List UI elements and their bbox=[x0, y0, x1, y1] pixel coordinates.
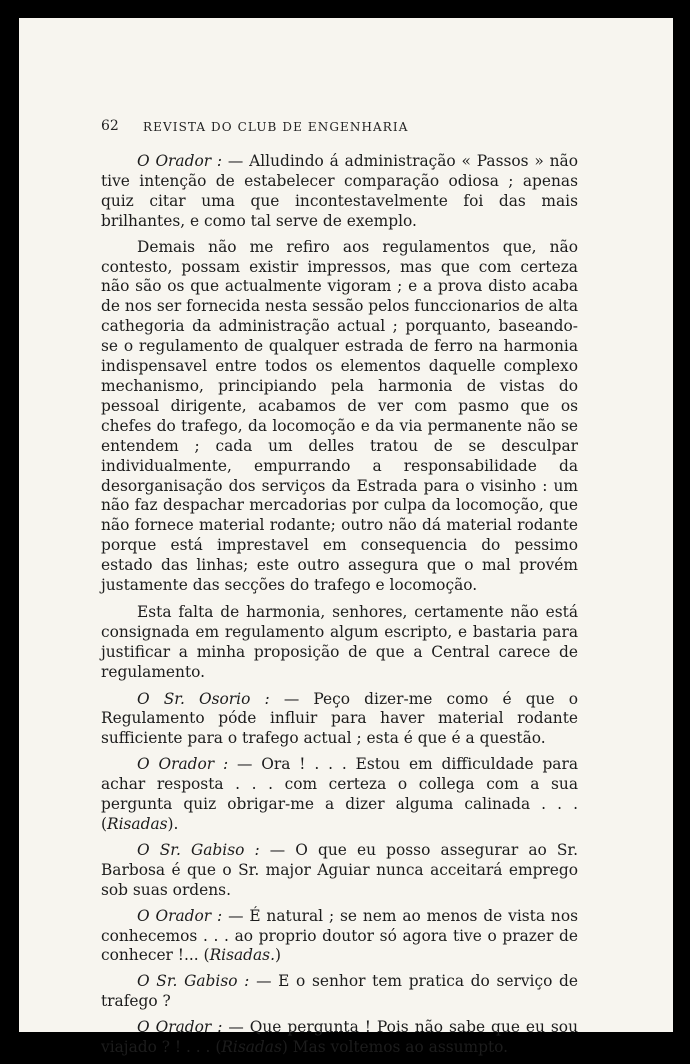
paragraph-text: — É natural ; se nem ao menos de vista nos conhecemos . . . ao proprio doutor só agora tive o prazer de conhecer !... ( bbox=[101, 906, 578, 965]
paragraph-after: ) Mas voltemos ao assumpto. bbox=[281, 1038, 509, 1057]
page-header bbox=[101, 118, 601, 138]
paragraph bbox=[101, 972, 578, 1012]
paragraph bbox=[101, 755, 578, 835]
paragraph bbox=[101, 603, 578, 683]
aside-text: Risadas bbox=[107, 815, 168, 833]
speaker-label: O Sr. Gabiso : bbox=[137, 972, 250, 991]
paragraph bbox=[101, 1018, 578, 1058]
speaker-label: O Sr. Gabiso : bbox=[137, 840, 260, 859]
paragraph-text: Esta falta de harmonia, senhores, certamente não está consignada em regulamento algum escripto, e bastaria para justificar a minha proposição de que a Central carece de regulamento. bbox=[101, 602, 578, 681]
paragraph-text: — Alludindo á administração « Passos » não tive intenção de estabelecer comparação odiosa ; apenas quiz citar uma que incontestavelmente foi das mais brilhantes, e como tal serve de exemplo. bbox=[101, 152, 578, 230]
paragraph-text: — Peço dizer-me como é que o Regulamento póde influir para haver material rodante sufficiente para o trafego actual ; esta é que é a questão. bbox=[101, 689, 578, 748]
speaker-label: O Orador : bbox=[137, 906, 223, 925]
paragraph-text: — E o senhor tem pratica do serviço de trafego ? bbox=[101, 972, 578, 1011]
speaker-label: O Orador : bbox=[137, 1018, 223, 1037]
paragraph-after: ). bbox=[167, 815, 179, 833]
speaker-label: O Orador : bbox=[137, 755, 229, 774]
paragraph-text: Demais não me refiro aos regulamentos que, não contesto, possam existir impressos, mas que com certeza não são os que actualmente vigoram ; e a prova disto acaba de nos ser fornecida nesta sessão pelos funccionarios de alta cathegoria da administração actual ; porquanto, baseando-se o regulamento de qualquer estrada de ferro na harmonia indispensavel entre todos os elementos daquelle complexo mechanismo, principiando pela harmonia de vistas do pessoal dirigente, acabamos de ver com pasmo que os chefes do trafego, da locomoção e da via permanente não se entendem ; cada um delles tratou de se desculpar individualmente, empurrando a responsabilidade da desorganisação dos serviços da Estrada para o visinho : um não faz despachar mercadorias por culpa da locomoção, que não fornece material rodante; outro não dá material rodante porque está imprestavel em consequencia do pessimo estado das linhas; este outro assegura que o mal provém justamente das secções do trafego e locomoção. bbox=[101, 237, 578, 595]
paragraph bbox=[101, 690, 578, 750]
paragraph-text: — Ora ! . . . Estou em difficuldade para achar resposta . . . com certeza o collega com a sua pergunta quiz obrigar-me a dizer alguma calinada . . . ( bbox=[101, 755, 579, 833]
paragraph bbox=[101, 907, 578, 967]
paragraph bbox=[101, 238, 578, 596]
speaker-label: O Sr. Osorio : bbox=[137, 689, 270, 708]
aside-text: Risadas. bbox=[209, 946, 275, 965]
paragraph bbox=[101, 152, 578, 232]
paragraph-after: ) bbox=[274, 946, 281, 965]
paragraph bbox=[101, 841, 578, 901]
paragraph-text: — Que pergunta ! Pois não sabe que eu sou viajado ? ! . . . ( bbox=[101, 1018, 578, 1057]
paragraph-text: — O que eu posso assegurar ao Sr. Barbosa é que o Sr. major Aguiar nunca acceitará emprego sob suas ordens. bbox=[101, 840, 578, 899]
aside-text: Risadas bbox=[221, 1038, 282, 1057]
speaker-label: O Orador : bbox=[137, 152, 223, 170]
page-number: 62 bbox=[101, 118, 119, 134]
body-text bbox=[101, 152, 578, 1064]
journal-title: REVISTA DO CLUB DE ENGENHARIA bbox=[143, 120, 409, 134]
document-page bbox=[19, 18, 673, 1057]
